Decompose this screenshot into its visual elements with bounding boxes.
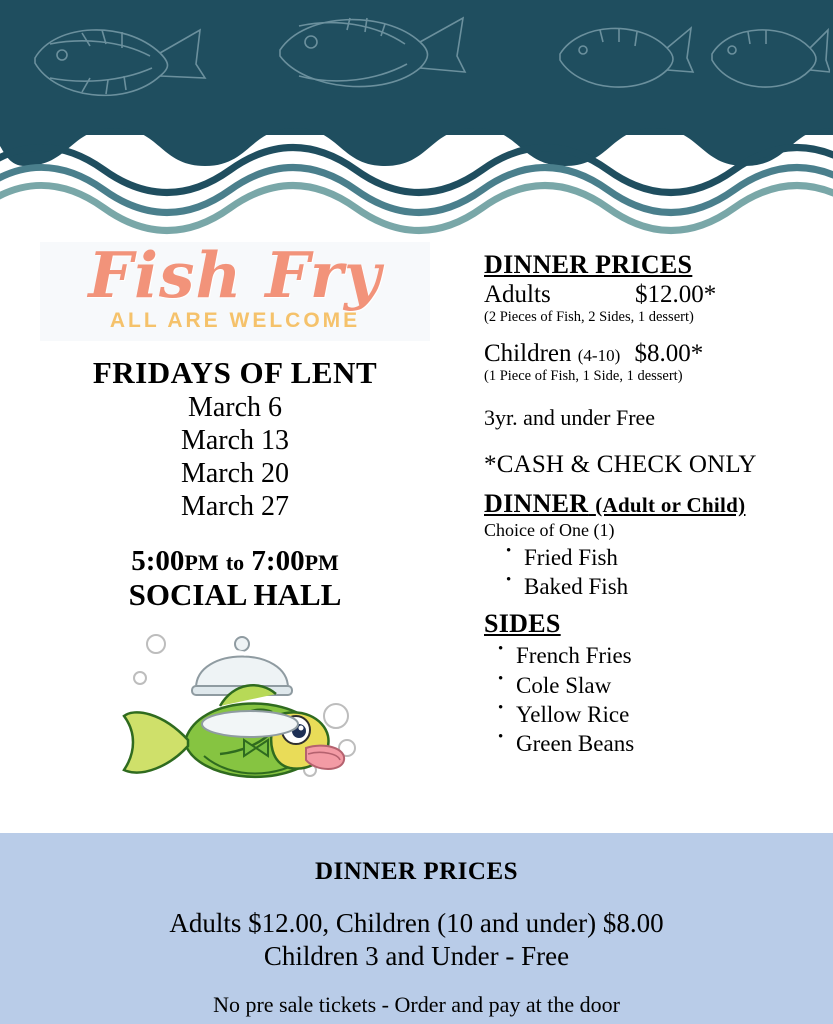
fish-fry-logo [40,238,430,341]
fish-silhouette-icon [545,10,695,95]
chef-fish-illustration [0,620,470,795]
sides-heading: SIDES [484,609,561,639]
children-price: $8.00* [634,340,704,367]
fish-silhouette-icon [20,8,210,103]
list-item: • Fried Fish [506,543,824,572]
right-column [484,250,824,758]
footer-free-line: Children 3 and Under - Free [263,941,570,971]
time-start-meridiem: PM [184,550,219,576]
under-three-free: 3yr. and under Free [484,405,656,430]
fish-silhouette-icon [700,14,830,94]
time-end-meridiem: PM [304,550,339,576]
dinner-options-list [484,543,824,601]
date-item: March 13 [180,425,290,457]
list-item: • Yellow Rice [498,700,824,729]
fish-silhouette-icon [255,0,470,98]
time-start: 5:00 [131,545,185,578]
adults-price-row [484,281,824,309]
fridays-heading: FRIDAYS OF LENT [92,355,378,390]
children-price-row [484,340,824,368]
left-column [0,238,470,795]
dinner-heading-suffix: (Adult or Child) [595,493,746,517]
event-location: SOCIAL HALL [128,577,342,613]
choice-of-one: Choice of One (1) [484,520,615,540]
date-item: March 20 [180,458,290,490]
footer-prices-line: Adults $12.00, Children (10 and under) $8.00 [169,908,664,938]
dinner-heading-main: DINNER [484,489,589,518]
event-time [0,545,470,578]
list-item: • Cole Slaw [498,671,824,700]
logo-title: Fish Fry [88,238,382,312]
logo-subtitle: ALL ARE WELCOME [109,309,361,332]
list-item: • French Fries [498,641,824,670]
dinner-heading [484,489,824,519]
adults-label: Adults [484,281,551,308]
children-note: (1 Piece of Fish, 1 Side, 1 dessert) [484,368,683,384]
date-item: March 6 [187,392,283,423]
footer-title: DINNER PRICES [314,858,519,885]
wave-decoration [0,108,833,238]
cash-check-only: *CASH & CHECK ONLY [484,451,757,478]
children-age-range: (4-10) [577,346,621,365]
sides-options-list [484,641,824,758]
time-end: 7:00 [251,545,305,578]
footer-banner [0,833,833,1024]
main-content [0,238,833,828]
list-item: • Baked Fish [506,572,824,601]
time-separator: to [225,550,245,576]
footer-ticket-note: No pre sale tickets - Order and pay at the door [213,992,620,1017]
list-item: • Green Beans [498,729,824,758]
adults-note: (2 Pieces of Fish, 2 Sides, 1 dessert) [484,309,694,325]
adults-price: $12.00* [634,281,717,308]
children-label: Children [484,340,572,367]
date-item: March 27 [180,491,290,523]
dinner-prices-heading: DINNER PRICES [484,250,693,279]
